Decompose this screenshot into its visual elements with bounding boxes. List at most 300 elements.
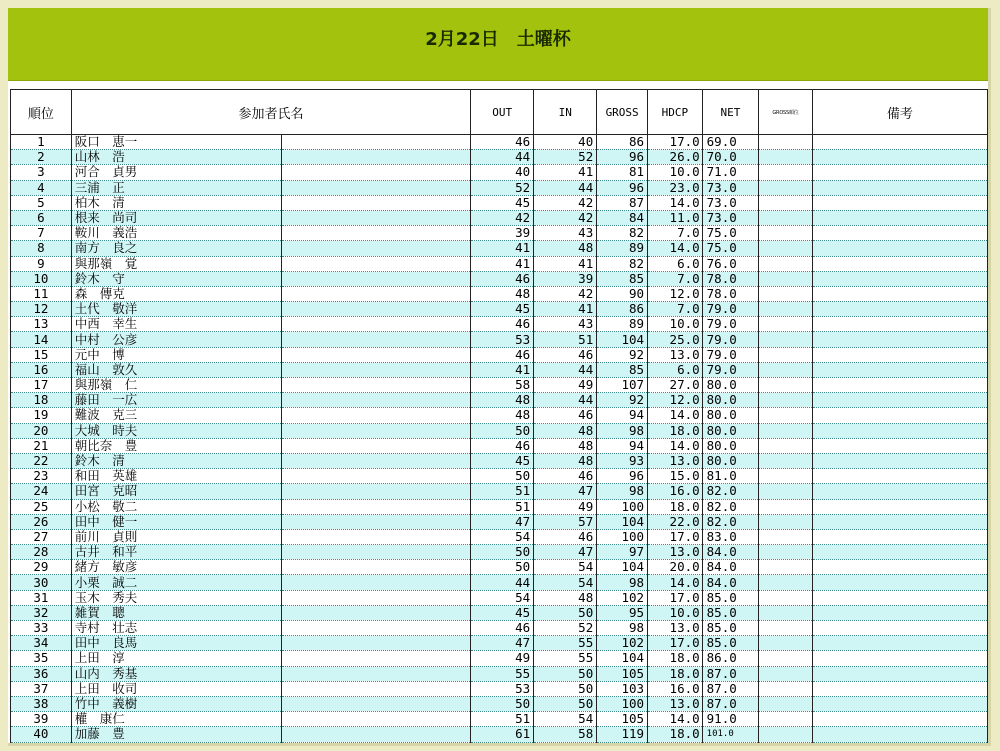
gross-cell: 97 xyxy=(597,545,648,560)
title-gap xyxy=(8,81,988,89)
name-extra-cell xyxy=(281,241,471,256)
rank-cell: 27 xyxy=(11,529,72,544)
gross-cell: 90 xyxy=(597,286,648,301)
table-row xyxy=(11,469,988,484)
gross-cell: 98 xyxy=(597,423,648,438)
table-row xyxy=(11,195,988,210)
hdcp-cell: 13.0 xyxy=(648,621,703,636)
net-cell: 80.0 xyxy=(702,438,759,453)
table-row xyxy=(11,636,988,651)
hdcp-cell: 12.0 xyxy=(648,393,703,408)
name-extra-cell xyxy=(281,317,471,332)
name-extra-cell xyxy=(281,165,471,180)
hdcp-cell: 18.0 xyxy=(648,651,703,666)
out-cell: 58 xyxy=(471,378,534,393)
rank-cell: 30 xyxy=(11,575,72,590)
gross-rank-cell xyxy=(759,393,812,408)
gross-cell: 94 xyxy=(597,408,648,423)
gross-cell: 92 xyxy=(597,393,648,408)
notes-cell xyxy=(812,484,987,499)
name-cell: 雑賀 聰 xyxy=(71,605,281,620)
out-cell: 41 xyxy=(471,362,534,377)
net-cell: 73.0 xyxy=(702,195,759,210)
gross-rank-cell xyxy=(759,347,812,362)
net-cell: 85.0 xyxy=(702,605,759,620)
out-cell: 52 xyxy=(471,180,534,195)
hdcp-cell: 13.0 xyxy=(648,347,703,362)
out-cell: 44 xyxy=(471,575,534,590)
name-cell: 田中 健一 xyxy=(71,514,281,529)
gross-cell: 107 xyxy=(597,378,648,393)
name-extra-cell xyxy=(281,605,471,620)
hdcp-cell: 27.0 xyxy=(648,378,703,393)
net-cell: 87.0 xyxy=(702,696,759,711)
name-extra-cell xyxy=(281,332,471,347)
net-cell: 85.0 xyxy=(702,636,759,651)
name-cell: 山内 秀基 xyxy=(71,666,281,681)
table-row xyxy=(11,226,988,241)
out-cell: 45 xyxy=(471,605,534,620)
hdcp-cell: 7.0 xyxy=(648,271,703,286)
rank-cell: 9 xyxy=(11,256,72,271)
net-cell: 69.0 xyxy=(702,135,759,150)
name-cell: 和田 英雄 xyxy=(71,469,281,484)
net-cell: 71.0 xyxy=(702,165,759,180)
gross-rank-cell xyxy=(759,696,812,711)
gross-rank-cell xyxy=(759,560,812,575)
name-extra-cell xyxy=(281,256,471,271)
gross-rank-cell xyxy=(759,666,812,681)
table-row xyxy=(11,302,988,317)
in-cell: 54 xyxy=(534,560,597,575)
name-cell: 中村 公彦 xyxy=(71,332,281,347)
name-extra-cell xyxy=(281,135,471,150)
name-extra-cell xyxy=(281,423,471,438)
gross-rank-cell xyxy=(759,681,812,696)
gross-rank-cell xyxy=(759,286,812,301)
notes-cell xyxy=(812,150,987,165)
net-cell: 87.0 xyxy=(702,681,759,696)
header-gross-rank: GROSS順位 xyxy=(759,90,812,135)
hdcp-cell: 6.0 xyxy=(648,256,703,271)
notes-cell xyxy=(812,560,987,575)
notes-cell xyxy=(812,636,987,651)
gross-rank-cell xyxy=(759,484,812,499)
header-row xyxy=(11,90,988,135)
in-cell: 44 xyxy=(534,362,597,377)
notes-cell xyxy=(812,423,987,438)
rank-cell: 11 xyxy=(11,286,72,301)
notes-cell xyxy=(812,256,987,271)
out-cell: 48 xyxy=(471,286,534,301)
notes-cell xyxy=(812,651,987,666)
out-cell: 54 xyxy=(471,529,534,544)
out-cell: 47 xyxy=(471,636,534,651)
notes-cell xyxy=(812,696,987,711)
name-cell: 福山 敦久 xyxy=(71,362,281,377)
in-cell: 54 xyxy=(534,712,597,727)
header-name: 参加者氏名 xyxy=(71,90,470,135)
out-cell: 46 xyxy=(471,135,534,150)
hdcp-cell: 26.0 xyxy=(648,150,703,165)
out-cell: 51 xyxy=(471,712,534,727)
out-cell: 50 xyxy=(471,696,534,711)
table-row xyxy=(11,150,988,165)
gross-rank-cell xyxy=(759,378,812,393)
header-rank: 順位 xyxy=(11,90,72,135)
gross-rank-cell xyxy=(759,469,812,484)
gross-rank-cell xyxy=(759,165,812,180)
gross-cell: 103 xyxy=(597,681,648,696)
net-cell: 101.0 xyxy=(702,727,759,742)
name-extra-cell xyxy=(281,666,471,681)
notes-cell xyxy=(812,438,987,453)
gross-rank-cell xyxy=(759,135,812,150)
name-cell: 南方 良之 xyxy=(71,241,281,256)
net-cell: 86.0 xyxy=(702,651,759,666)
in-cell: 41 xyxy=(534,165,597,180)
hdcp-cell: 7.0 xyxy=(648,226,703,241)
name-cell: 田宮 克昭 xyxy=(71,484,281,499)
gross-cell: 81 xyxy=(597,165,648,180)
notes-cell xyxy=(812,393,987,408)
gross-cell: 89 xyxy=(597,241,648,256)
out-cell: 54 xyxy=(471,590,534,605)
gross-cell: 104 xyxy=(597,332,648,347)
out-cell: 39 xyxy=(471,226,534,241)
hdcp-cell: 22.0 xyxy=(648,514,703,529)
gross-cell: 100 xyxy=(597,696,648,711)
gross-rank-cell xyxy=(759,226,812,241)
out-cell: 50 xyxy=(471,545,534,560)
table-row xyxy=(11,696,988,711)
net-cell: 84.0 xyxy=(702,575,759,590)
net-cell: 84.0 xyxy=(702,545,759,560)
name-extra-cell xyxy=(281,453,471,468)
table-row xyxy=(11,408,988,423)
out-cell: 55 xyxy=(471,666,534,681)
gross-cell: 104 xyxy=(597,514,648,529)
hdcp-cell: 16.0 xyxy=(648,681,703,696)
table-row xyxy=(11,332,988,347)
out-cell: 45 xyxy=(471,302,534,317)
name-extra-cell xyxy=(281,651,471,666)
gross-cell: 87 xyxy=(597,195,648,210)
notes-cell xyxy=(812,681,987,696)
in-cell: 46 xyxy=(534,529,597,544)
header-notes: 備考 xyxy=(812,90,987,135)
out-cell: 41 xyxy=(471,256,534,271)
notes-cell xyxy=(812,210,987,225)
in-cell: 42 xyxy=(534,195,597,210)
gross-cell: 104 xyxy=(597,651,648,666)
table-row xyxy=(11,727,988,742)
net-cell: 79.0 xyxy=(702,302,759,317)
hdcp-cell: 15.0 xyxy=(648,469,703,484)
notes-cell xyxy=(812,362,987,377)
notes-cell xyxy=(812,317,987,332)
notes-cell xyxy=(812,378,987,393)
table-row xyxy=(11,241,988,256)
gross-cell: 89 xyxy=(597,317,648,332)
in-cell: 48 xyxy=(534,241,597,256)
name-extra-cell xyxy=(281,681,471,696)
name-cell: 藤田 一広 xyxy=(71,393,281,408)
out-cell: 46 xyxy=(471,438,534,453)
name-cell: 與那嶺 仁 xyxy=(71,378,281,393)
gross-rank-cell xyxy=(759,210,812,225)
table-row xyxy=(11,545,988,560)
header-gross: GROSS xyxy=(597,90,648,135)
name-extra-cell xyxy=(281,469,471,484)
header-hdcp: HDCP xyxy=(648,90,703,135)
table-row xyxy=(11,378,988,393)
hdcp-cell: 7.0 xyxy=(648,302,703,317)
in-cell: 49 xyxy=(534,499,597,514)
name-cell: 三浦 正 xyxy=(71,180,281,195)
table-row xyxy=(11,362,988,377)
net-cell: 76.0 xyxy=(702,256,759,271)
gross-cell: 85 xyxy=(597,362,648,377)
hdcp-cell: 17.0 xyxy=(648,636,703,651)
rank-cell: 38 xyxy=(11,696,72,711)
net-cell: 73.0 xyxy=(702,210,759,225)
notes-cell xyxy=(812,621,987,636)
hdcp-cell: 6.0 xyxy=(648,362,703,377)
gross-rank-cell xyxy=(759,727,812,742)
table-row xyxy=(11,286,988,301)
rank-cell: 21 xyxy=(11,438,72,453)
net-cell: 81.0 xyxy=(702,469,759,484)
name-extra-cell xyxy=(281,545,471,560)
name-cell: 上田 收司 xyxy=(71,681,281,696)
in-cell: 50 xyxy=(534,696,597,711)
name-extra-cell xyxy=(281,226,471,241)
gross-rank-cell xyxy=(759,499,812,514)
rank-cell: 6 xyxy=(11,210,72,225)
out-cell: 53 xyxy=(471,332,534,347)
name-cell: 鈴木 清 xyxy=(71,453,281,468)
out-cell: 50 xyxy=(471,423,534,438)
in-cell: 48 xyxy=(534,438,597,453)
out-cell: 48 xyxy=(471,393,534,408)
out-cell: 44 xyxy=(471,150,534,165)
table-row xyxy=(11,560,988,575)
name-extra-cell xyxy=(281,180,471,195)
table-row xyxy=(11,165,988,180)
gross-rank-cell xyxy=(759,651,812,666)
out-cell: 42 xyxy=(471,210,534,225)
notes-cell xyxy=(812,545,987,560)
name-cell: 上田 淳 xyxy=(71,651,281,666)
hdcp-cell: 14.0 xyxy=(648,712,703,727)
gross-cell: 93 xyxy=(597,453,648,468)
title-bar xyxy=(8,8,988,81)
table-row xyxy=(11,271,988,286)
notes-cell xyxy=(812,226,987,241)
in-cell: 48 xyxy=(534,453,597,468)
rank-cell: 7 xyxy=(11,226,72,241)
notes-cell xyxy=(812,408,987,423)
rank-cell: 2 xyxy=(11,150,72,165)
table-row xyxy=(11,484,988,499)
notes-cell xyxy=(812,499,987,514)
name-cell: 鞍川 義浩 xyxy=(71,226,281,241)
name-extra-cell xyxy=(281,438,471,453)
net-cell: 80.0 xyxy=(702,378,759,393)
notes-cell xyxy=(812,332,987,347)
hdcp-cell: 13.0 xyxy=(648,696,703,711)
net-cell: 73.0 xyxy=(702,180,759,195)
gross-cell: 104 xyxy=(597,560,648,575)
hdcp-cell: 14.0 xyxy=(648,575,703,590)
rank-cell: 20 xyxy=(11,423,72,438)
out-cell: 46 xyxy=(471,347,534,362)
net-cell: 80.0 xyxy=(702,423,759,438)
name-extra-cell xyxy=(281,347,471,362)
hdcp-cell: 17.0 xyxy=(648,590,703,605)
out-cell: 50 xyxy=(471,469,534,484)
gross-rank-cell xyxy=(759,302,812,317)
in-cell: 42 xyxy=(534,210,597,225)
in-cell: 49 xyxy=(534,378,597,393)
notes-cell xyxy=(812,180,987,195)
in-cell: 48 xyxy=(534,423,597,438)
out-cell: 51 xyxy=(471,484,534,499)
rank-cell: 23 xyxy=(11,469,72,484)
gross-rank-cell xyxy=(759,636,812,651)
gross-cell: 98 xyxy=(597,484,648,499)
gross-cell: 98 xyxy=(597,575,648,590)
gross-rank-cell xyxy=(759,605,812,620)
out-cell: 46 xyxy=(471,271,534,286)
table-row xyxy=(11,256,988,271)
rank-cell: 1 xyxy=(11,135,72,150)
table-row xyxy=(11,393,988,408)
notes-cell xyxy=(812,529,987,544)
name-cell: 玉木 秀夫 xyxy=(71,590,281,605)
table-row xyxy=(11,438,988,453)
in-cell: 57 xyxy=(534,514,597,529)
gross-rank-cell xyxy=(759,317,812,332)
net-cell: 70.0 xyxy=(702,150,759,165)
gross-rank-cell xyxy=(759,271,812,286)
hdcp-cell: 25.0 xyxy=(648,332,703,347)
in-cell: 50 xyxy=(534,605,597,620)
name-cell: 土代 敬洋 xyxy=(71,302,281,317)
gross-cell: 92 xyxy=(597,347,648,362)
out-cell: 46 xyxy=(471,317,534,332)
notes-cell xyxy=(812,590,987,605)
out-cell: 41 xyxy=(471,241,534,256)
notes-cell xyxy=(812,165,987,180)
net-cell: 87.0 xyxy=(702,666,759,681)
gross-cell: 96 xyxy=(597,180,648,195)
net-cell: 82.0 xyxy=(702,499,759,514)
gross-cell: 102 xyxy=(597,590,648,605)
gross-cell: 98 xyxy=(597,621,648,636)
table-row xyxy=(11,180,988,195)
rank-cell: 25 xyxy=(11,499,72,514)
table-row xyxy=(11,575,988,590)
rank-cell: 40 xyxy=(11,727,72,742)
hdcp-cell: 17.0 xyxy=(648,529,703,544)
table-row xyxy=(11,499,988,514)
in-cell: 48 xyxy=(534,590,597,605)
out-cell: 49 xyxy=(471,651,534,666)
in-cell: 55 xyxy=(534,636,597,651)
hdcp-cell: 18.0 xyxy=(648,666,703,681)
in-cell: 52 xyxy=(534,621,597,636)
table-row xyxy=(11,423,988,438)
name-extra-cell xyxy=(281,302,471,317)
gross-rank-cell xyxy=(759,514,812,529)
net-cell: 79.0 xyxy=(702,347,759,362)
rank-cell: 34 xyxy=(11,636,72,651)
out-cell: 45 xyxy=(471,453,534,468)
gross-cell: 96 xyxy=(597,150,648,165)
net-cell: 80.0 xyxy=(702,393,759,408)
rank-cell: 5 xyxy=(11,195,72,210)
gross-cell: 82 xyxy=(597,256,648,271)
hdcp-cell: 14.0 xyxy=(648,195,703,210)
gross-cell: 100 xyxy=(597,529,648,544)
name-extra-cell xyxy=(281,575,471,590)
name-extra-cell xyxy=(281,621,471,636)
gross-rank-cell xyxy=(759,438,812,453)
name-cell: 阪口 恵一 xyxy=(71,135,281,150)
name-cell: 柏木 清 xyxy=(71,195,281,210)
name-cell: 中西 幸生 xyxy=(71,317,281,332)
gross-rank-cell xyxy=(759,529,812,544)
hdcp-cell: 23.0 xyxy=(648,180,703,195)
notes-cell xyxy=(812,514,987,529)
table-row xyxy=(11,712,988,727)
header-net: NET xyxy=(702,90,759,135)
hdcp-cell: 17.0 xyxy=(648,135,703,150)
name-cell: 山林 浩 xyxy=(71,150,281,165)
gross-rank-cell xyxy=(759,241,812,256)
notes-cell xyxy=(812,347,987,362)
name-cell: 緒方 敏彦 xyxy=(71,560,281,575)
rank-cell: 18 xyxy=(11,393,72,408)
name-cell: 朝比奈 豊 xyxy=(71,438,281,453)
out-cell: 40 xyxy=(471,165,534,180)
table-row xyxy=(11,621,988,636)
rank-cell: 14 xyxy=(11,332,72,347)
name-extra-cell xyxy=(281,150,471,165)
table-row xyxy=(11,666,988,681)
hdcp-cell: 18.0 xyxy=(648,727,703,742)
notes-cell xyxy=(812,575,987,590)
rank-cell: 12 xyxy=(11,302,72,317)
gross-rank-cell xyxy=(759,408,812,423)
notes-cell xyxy=(812,271,987,286)
net-cell: 82.0 xyxy=(702,484,759,499)
hdcp-cell: 14.0 xyxy=(648,438,703,453)
rank-cell: 13 xyxy=(11,317,72,332)
table-row xyxy=(11,210,988,225)
rank-cell: 29 xyxy=(11,560,72,575)
hdcp-cell: 18.0 xyxy=(648,423,703,438)
rank-cell: 33 xyxy=(11,621,72,636)
rank-cell: 15 xyxy=(11,347,72,362)
out-cell: 48 xyxy=(471,408,534,423)
in-cell: 41 xyxy=(534,256,597,271)
name-cell: 田中 良馬 xyxy=(71,636,281,651)
table-row xyxy=(11,605,988,620)
rank-cell: 4 xyxy=(11,180,72,195)
